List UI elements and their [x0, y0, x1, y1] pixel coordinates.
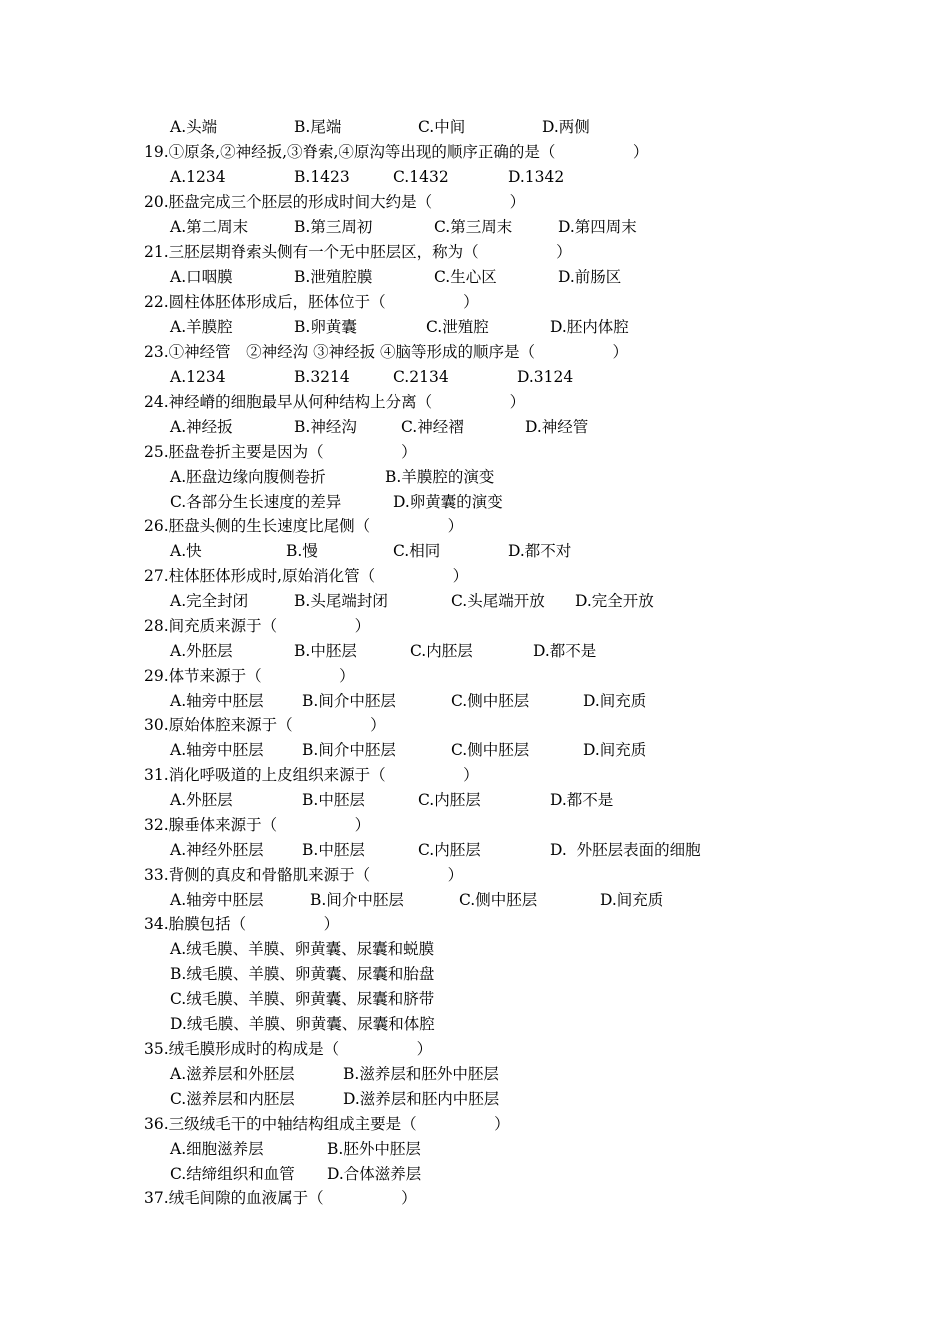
option-a: A.细胞滋养层: [170, 1140, 264, 1158]
question-text: 23.①神经管 ②神经沟 ③神经扳 ④脑等形成的顺序是（ ）: [144, 343, 629, 361]
option-b: B.1423: [294, 168, 350, 186]
question-text: 28.间充质来源于（ ）: [144, 617, 371, 635]
question-text: 25.胚盘卷折主要是因为（ ）: [144, 443, 417, 461]
option-d: D. 外胚层表面的细胞: [550, 841, 701, 859]
option-d: D.前肠区: [558, 268, 622, 286]
option-row: [0, 888, 950, 913]
option-b: B.羊膜腔的演变: [385, 468, 495, 486]
option-row: [0, 1062, 950, 1087]
option-a: A.滋养层和外胚层: [170, 1065, 295, 1083]
option-a: A.胚盘边缘向腹侧卷折: [170, 468, 326, 486]
option-b: B.绒毛膜、羊膜、卵黄囊、尿囊和胎盘: [170, 965, 435, 983]
question-21: [0, 240, 950, 265]
option-row: [0, 215, 950, 240]
option-b: B.间介中胚层: [310, 891, 404, 909]
option-a: A.第二周末: [170, 218, 249, 236]
question-35: [0, 1037, 950, 1062]
option-c: C.内胚层: [418, 791, 481, 809]
option-b: B.尾端: [294, 118, 342, 136]
option-b: B.卵黄囊: [294, 318, 357, 336]
question-27: [0, 564, 950, 589]
option-row: [0, 1137, 950, 1162]
option-a: A.轴旁中胚层: [170, 692, 264, 710]
question-text: 20.胚盘完成三个胚层的形成时间大约是（ ）: [144, 193, 526, 211]
option-d: D.都不是: [550, 791, 614, 809]
option-d: D.都不对: [508, 542, 572, 560]
option-row: [0, 465, 950, 490]
option-c: C.内胚层: [410, 642, 473, 660]
option-d: D.绒毛膜、羊膜、卵黄囊、尿囊和体腔: [170, 1015, 435, 1033]
option-b: B.中胚层: [294, 642, 357, 660]
question-28: [0, 614, 950, 639]
option-row: [0, 165, 950, 190]
option-c: C.2134: [393, 368, 449, 386]
option-row: [0, 265, 950, 290]
question-text: 22.圆柱体胚体形成后，胚体位于（ ）: [144, 293, 479, 311]
option-c: C.1432: [393, 168, 449, 186]
question-36: [0, 1112, 950, 1137]
option-a: A.外胚层: [170, 642, 233, 660]
option-b: B.滋养层和胚外中胚层: [343, 1065, 499, 1083]
option-c: C.侧中胚层: [459, 891, 538, 909]
question-20: [0, 190, 950, 215]
option-d: D.3124: [517, 368, 574, 386]
option-d: D.两侧: [542, 118, 590, 136]
option-c: C.神经褶: [401, 418, 464, 436]
question-22: [0, 290, 950, 315]
option-d: D.合体滋养层: [327, 1165, 422, 1183]
option-a: A.神经外胚层: [170, 841, 264, 859]
question-text: 27.柱体胚体形成时,原始消化管（ ）: [144, 567, 469, 585]
option-row: [0, 1012, 950, 1037]
question-31: [0, 763, 950, 788]
question-text: 21.三胚层期脊索头侧有一个无中胚层区，称为（ ）: [144, 243, 572, 261]
question-19: [0, 140, 950, 165]
question-text: 31.消化呼吸道的上皮组织来源于（ ）: [144, 766, 479, 784]
option-a: A.神经扳: [170, 418, 233, 436]
option-row: [0, 639, 950, 664]
option-c: C.泄殖腔: [426, 318, 489, 336]
option-c: C.第三周末: [434, 218, 513, 236]
option-c: C.生心区: [434, 268, 497, 286]
option-c: C.头尾端开放: [451, 592, 545, 610]
option-row: [0, 689, 950, 714]
option-row: [0, 838, 950, 863]
option-row: [0, 788, 950, 813]
option-d: D.神经管: [525, 418, 589, 436]
question-text: 36.三级绒毛干的中轴结构组成主要是（ ）: [144, 1115, 510, 1133]
option-a: A.快: [170, 542, 202, 560]
question-text: 24.神经嵴的细胞最早从何种结构上分离（ ）: [144, 393, 526, 411]
option-row: [0, 1087, 950, 1112]
option-row: [0, 738, 950, 763]
option-row: [0, 415, 950, 440]
option-c: C.绒毛膜、羊膜、卵黄囊、尿囊和脐带: [170, 990, 435, 1008]
option-row: [0, 937, 950, 962]
option-c: C.中间: [418, 118, 466, 136]
option-row: [0, 539, 950, 564]
option-a: A.轴旁中胚层: [170, 891, 264, 909]
option-row: [0, 1162, 950, 1187]
option-row: [0, 490, 950, 515]
option-b: B.3214: [294, 368, 350, 386]
option-c: C.侧中胚层: [451, 741, 530, 759]
option-c: C.内胚层: [418, 841, 481, 859]
question-26: [0, 514, 950, 539]
option-d: D.完全开放: [575, 592, 654, 610]
question-text: 26.胚盘头侧的生长速度比尾侧（ ）: [144, 517, 464, 535]
option-b: B.神经沟: [294, 418, 357, 436]
question-text: 37.绒毛间隙的血液属于（ ）: [144, 1189, 417, 1207]
option-a: A.绒毛膜、羊膜、卵黄囊、尿囊和蜕膜: [170, 940, 435, 958]
option-d: D.间充质: [600, 891, 664, 909]
question-text: 30.原始体腔来源于（ ）: [144, 716, 386, 734]
question-text: 32.腺垂体来源于（ ）: [144, 816, 371, 834]
option-d: D.滋养层和胚内中胚层: [343, 1090, 500, 1108]
option-a: A.1234: [170, 168, 226, 186]
option-a: A.口咽膜: [170, 268, 233, 286]
question-34: [0, 912, 950, 937]
option-d: D.间充质: [583, 741, 647, 759]
question-text: 35.绒毛膜形成时的构成是（ ）: [144, 1040, 433, 1058]
question-25: [0, 440, 950, 465]
option-c: C.各部分生长速度的差异: [170, 493, 342, 511]
option-b: B.慢: [286, 542, 318, 560]
option-c: C.相同: [393, 542, 441, 560]
option-b: B.中胚层: [302, 791, 365, 809]
question-text: 34.胎膜包括（ ）: [144, 915, 340, 933]
question-33: [0, 863, 950, 888]
option-d: D.胚内体腔: [550, 318, 629, 336]
option-c: C.滋养层和内胚层: [170, 1090, 295, 1108]
option-row: [0, 987, 950, 1012]
question-29: [0, 664, 950, 689]
option-row: [0, 315, 950, 340]
option-d: D.1342: [508, 168, 565, 186]
option-b: B.胚外中胚层: [327, 1140, 421, 1158]
option-a: A.轴旁中胚层: [170, 741, 264, 759]
option-row: [0, 365, 950, 390]
question-text: 33.背侧的真皮和骨骼肌来源于（ ）: [144, 866, 464, 884]
option-a: A.1234: [170, 368, 226, 386]
option-row: [0, 115, 950, 140]
option-c: C.侧中胚层: [451, 692, 530, 710]
option-row: [0, 589, 950, 614]
option-d: D.第四周末: [558, 218, 637, 236]
option-a: A.羊膜腔: [170, 318, 233, 336]
option-d: D.间充质: [583, 692, 647, 710]
option-b: B.泄殖腔膜: [294, 268, 373, 286]
question-30: [0, 713, 950, 738]
option-b: B.第三周初: [294, 218, 373, 236]
question-37: [0, 1186, 950, 1211]
option-b: B.间介中胚层: [302, 692, 396, 710]
question-23: [0, 340, 950, 365]
option-row: [0, 962, 950, 987]
question-32: [0, 813, 950, 838]
option-a: A.完全封闭: [170, 592, 249, 610]
option-d: D.都不是: [533, 642, 597, 660]
question-text: 29.体节来源于（ ）: [144, 667, 355, 685]
option-b: B.中胚层: [302, 841, 365, 859]
option-a: A.外胚层: [170, 791, 233, 809]
option-c: C.结缔组织和血管: [170, 1165, 295, 1183]
question-text: 19.①原条,②神经扳,③脊索,④原沟等出现的顺序正确的是（ ）: [144, 143, 649, 161]
question-24: [0, 390, 950, 415]
option-b: B.间介中胚层: [302, 741, 396, 759]
option-d: D.卵黄囊的演变: [393, 493, 503, 511]
option-b: B.头尾端封闭: [294, 592, 388, 610]
option-a: A.头端: [170, 118, 218, 136]
